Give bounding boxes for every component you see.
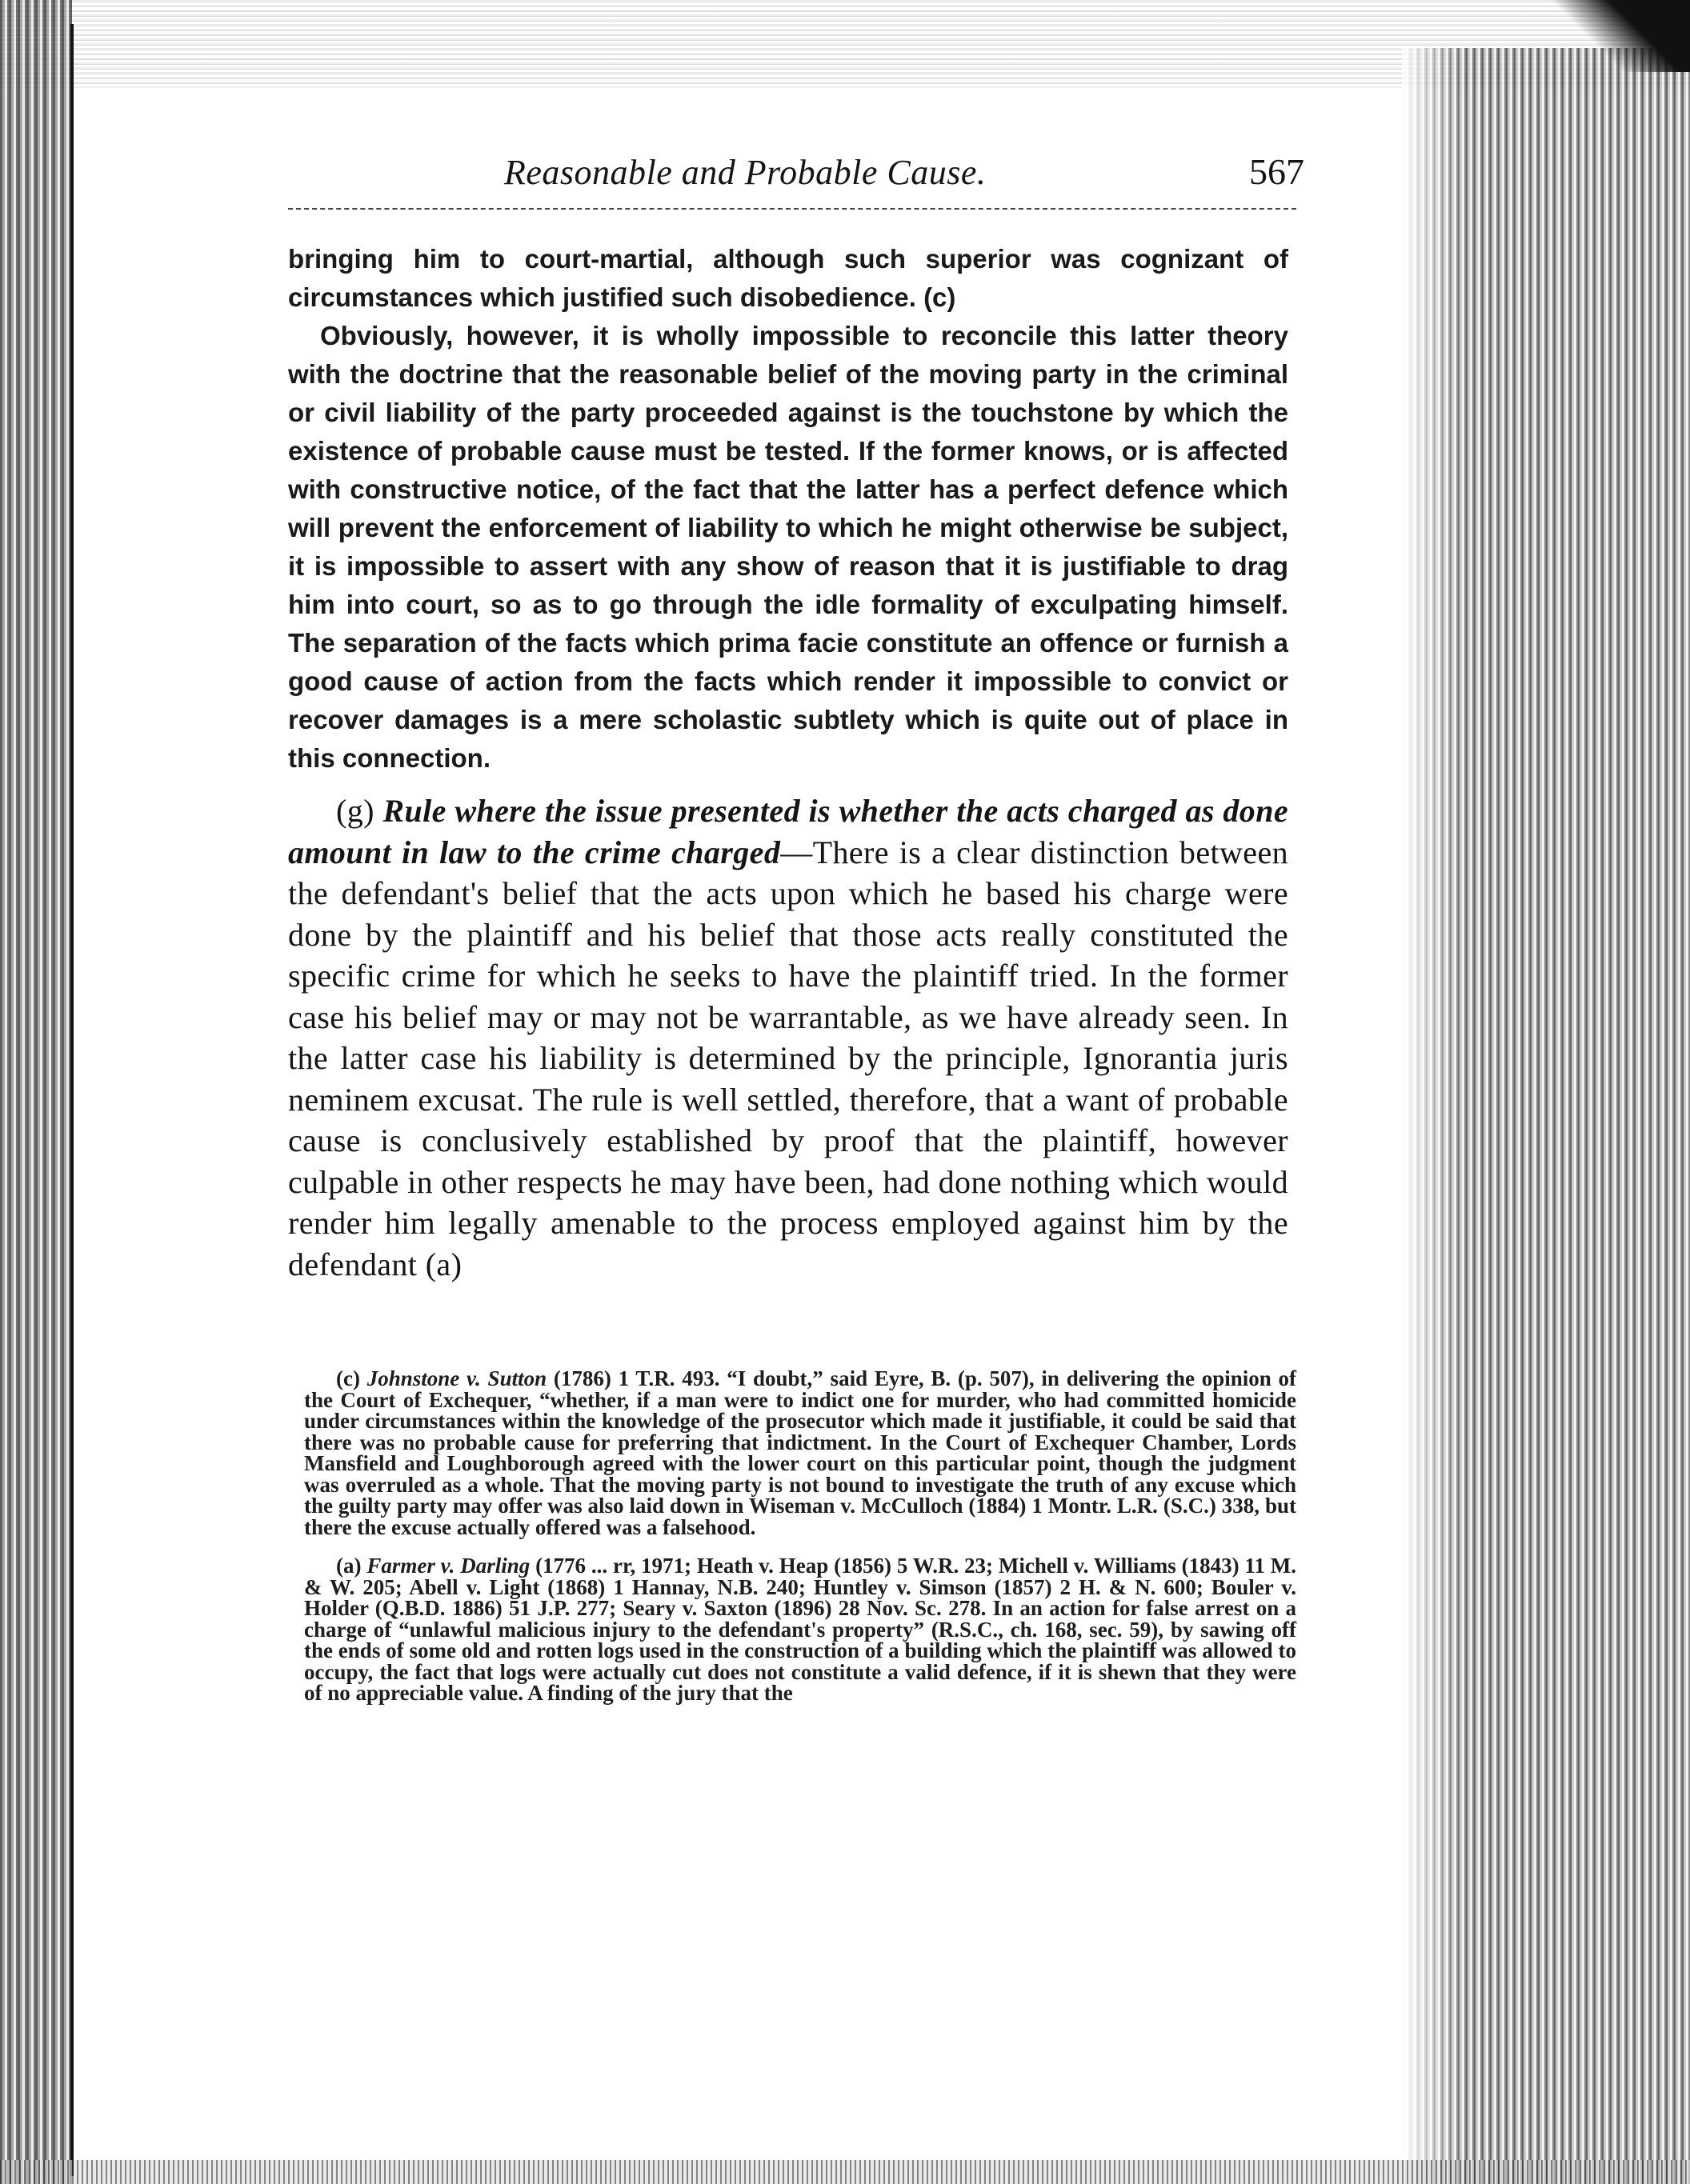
scan-binding-line <box>70 24 74 2176</box>
footnote-c <box>304 1368 1296 1538</box>
paragraph-rule-g <box>288 790 1288 1285</box>
section-heading: Rule where the issue presented is whether the acts charged as done amount in law to the crime charged <box>288 793 1289 870</box>
footnotes <box>304 1368 1296 1722</box>
page-header <box>288 151 1304 200</box>
footnote-a <box>304 1555 1296 1704</box>
page-number: 567 <box>1249 151 1304 192</box>
footnote-text: (1786) 1 T.R. 493. “I doubt,” said Eyre, B. (p. 507), in delivering the opinion of the Court of Exchequer, “whether, if a man were to indict one for murder, who had committed homicide under circumstances within the knowledge of the prosecutor which made it justifiable, it could be said that there was no probable cause for preferring that indictment. In the Court of Exchequer Chamber, Lords Mansfield and Loughborough agreed with the lower court on this particular point, though the judgment was overruled as a whole. That the moving party is not bound to investigate the truth of any excuse which the guilty party may offer was also laid down in Wiseman v. McCulloch (1884) 1 Montr. L.R. (S.C.) 338, but there the excuse actually offered was a falsehood. <box>304 1366 1297 1539</box>
paragraph-obviously: Obviously, however, it is wholly impossible to reconcile this latter theory with the doctrine that the reasonable belief of the moving party in the criminal or civil liability of the party proceeded against is the touchstone by which the existence of probable cause must be tested. If the former knows, or is affected with constructive notice, of the fact that the latter has a perfect defence which will prevent the enforcement of liability to which he might otherwise be subject, it is impossible to assert with any show of reason that it is justifiable to drag him into court, so as to go through the idle formality of exculpating himself. The separation of the facts which prima facie constitute an offence or furnish a good cause of action from the facts which render it impossible to convict or recover damages is a mere scholastic subtlety which is quite out of place in this connection. <box>288 321 1288 773</box>
paragraph-continuation: bringing him to court-martial, although such superior was cognizant of circumstances which justified such disobedience. (c) <box>288 244 1288 312</box>
scan-edge-bottom <box>0 2160 1690 2184</box>
book-page <box>288 151 1304 1705</box>
footnote-marker: (c) <box>336 1366 360 1390</box>
footnote-case-name: Johnstone v. Sutton <box>366 1366 547 1390</box>
section-text: —There is a clear distinction between the defendant's belief that the acts upon which he based his charge were done by the plaintiff and his belief that those acts really constituted the specific crime for which he seeks to have the plaintiff tried. In the former case his belief may or may not be warrantable, as we have already seen. In the latter case his liability is determined by the principle, Ignorantia juris neminem excusat. The rule is well settled, therefore, that a want of probable cause is conclusively established by proof that the plaintiff, however culpable in other respects he may have been, had done nothing which would render him legally amenable to the process employed against him by the defendant (a) <box>288 834 1288 1282</box>
section-marker: (g) <box>336 793 374 829</box>
body-text <box>288 240 1288 1285</box>
header-rule <box>288 208 1296 210</box>
footnote-case-name: Farmer v. Darling <box>366 1554 531 1578</box>
footnote-marker: (a) <box>336 1554 362 1578</box>
scan-edge-left <box>0 0 72 2184</box>
footnote-text: (1776 ... rr, 1971; Heath v. Heap (1856) 5 W.R. 23; Michell v. Williams (1843) 11 M. & W. 205; Abell v. Light (1868) 1 Hannay, N.B. 240; Huntley v. Simson (1857) 2 H. & N. 600; Bouler v. Holder (Q.B.D. 1886) 51 J.P. 277; Seary v. Saxton (1896) 28 Nov. Sc. 278. In an action for false arrest on a charge of “unlawful malicious injury to the defendant's property” (R.S.C., ch. 168, sec. 59), by sawing off the ends of some old and rotten logs used in the construction of a building which the plaintiff was allowed to occupy, the fact that logs were actually cut does not constitute a valid defence, if it is shewn that they were of no appreciable value. A finding of the jury that the <box>304 1554 1296 1705</box>
running-title: Reasonable and Probable Cause. <box>504 153 987 192</box>
scan-edge-right <box>1402 48 1690 2184</box>
scan-corner-shadow <box>1530 0 1690 72</box>
